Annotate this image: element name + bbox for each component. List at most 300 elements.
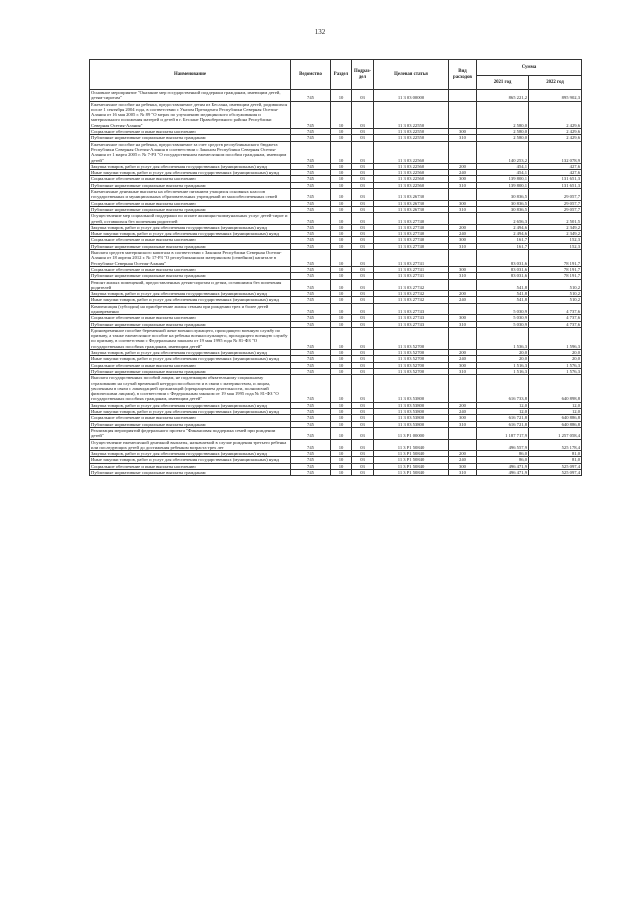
cell-2022: 4 737,6 — [529, 303, 582, 315]
cell-name: Компенсация (субсидия) на приобретение жилья семьям при рождении трех и более детей одновременно — [90, 303, 291, 315]
cell-section: 10 — [331, 427, 352, 439]
cell-section: 10 — [331, 250, 352, 267]
cell-subsection: 03 — [352, 250, 374, 267]
header-sum: Сумма — [477, 60, 582, 76]
cell-target: 11 3 03 26730 — [374, 200, 449, 206]
cell-section: 10 — [331, 200, 352, 206]
cell-2022: 20,0 — [529, 356, 582, 362]
cell-subsection: 03 — [352, 141, 374, 163]
cell-target: 11 3 03 53800 — [374, 375, 449, 402]
cell-name: Ежемесячные денежные выплаты на обеспечение питанием учащихся основных классов государственных и муниципальных образовательных учреждений из малообеспеченных семей — [90, 189, 291, 201]
cell-2022: 132 078,9 — [529, 141, 582, 163]
cell-2021: 496 471,9 — [477, 470, 529, 476]
cell-2022: 1 576,3 — [529, 368, 582, 374]
cell-expense: 310 — [449, 273, 477, 279]
cell-name: Публичные нормативные социальные выплаты гражданам — [90, 470, 291, 476]
cell-2021: 2 580,0 — [477, 135, 529, 141]
cell-name: Ежемесячное пособие на ребенка, предоставляемое за счет средств республиканского бюджета Республики Северная Осетия-Алания в соответствии с Законом Республики Северная Осетия-Алания от 1 марта 2005 г. № 7-РЗ "О государственном ежемесячном пособии гражданам, имеющим детей" — [90, 141, 291, 163]
cell-dept: 745 — [291, 129, 331, 135]
cell-target: 11 3 03 27742 — [374, 279, 449, 291]
cell-2021: 5 030,9 — [477, 303, 529, 315]
cell-target: 11 3 03 27743 — [374, 315, 449, 321]
cell-section: 10 — [331, 129, 352, 135]
cell-name: Единовременное пособие беременной жене военнослужащего, проходящего военную службу по призыву, а также ежемесячное пособие на ребенка военнослужащего, проходящего военную службу по призыву, в соответствии с Федеральным законом от 19 мая 1995 года № 81-ФЗ "О государственных пособиях гражданам, имеющим детей" — [90, 327, 291, 349]
cell-2022: 525 178,4 — [529, 439, 582, 451]
cell-dept: 745 — [291, 237, 331, 243]
cell-subsection: 03 — [352, 421, 374, 427]
cell-expense: 300 — [449, 129, 477, 135]
cell-2021: 20,0 — [477, 350, 529, 356]
cell-expense — [449, 141, 477, 163]
cell-target: 11 3 03 00000 — [374, 90, 449, 102]
cell-subsection: 03 — [352, 470, 374, 476]
cell-subsection: 03 — [352, 427, 374, 439]
header-name: Наименование — [90, 60, 291, 90]
cell-dept: 745 — [291, 141, 331, 163]
cell-subsection: 03 — [352, 200, 374, 206]
table-row — [90, 303, 582, 315]
cell-name: Ежемесячное пособие на ребенка, предоставляемое детям из Беслана, имеющим детей, родившихся после 1 сентября 2004 года, в соответствии с Указом Президента Республики Северная Осетия-Алания от 16 мая 2005 г. № 89 "О мерах по улучшению медицинского обслуживания и материального положения матерей и детей в г. Беслане Правобережного района Республики Северная Осетия-Алания" — [90, 101, 291, 128]
cell-dept: 745 — [291, 163, 331, 169]
cell-2021: 12,0 — [477, 402, 529, 408]
cell-section: 10 — [331, 303, 352, 315]
cell-2022: 78 191,7 — [529, 266, 582, 272]
page-number: 132 — [314, 28, 326, 36]
cell-expense — [449, 90, 477, 102]
cell-expense — [449, 303, 477, 315]
cell-section: 10 — [331, 291, 352, 297]
cell-name: Социальное обеспечение и иные выплаты населению — [90, 415, 291, 421]
cell-dept: 745 — [291, 402, 331, 408]
cell-expense: 240 — [449, 170, 477, 176]
cell-dept: 745 — [291, 176, 331, 182]
cell-name: Закупка товаров, работ и услуг для обеспечения государственных (муниципальных) нужд — [90, 451, 291, 457]
cell-2021: 83 031,6 — [477, 250, 529, 267]
cell-target: 11 3 P1 50840 — [374, 470, 449, 476]
cell-section: 10 — [331, 224, 352, 230]
cell-subsection: 03 — [352, 129, 374, 135]
cell-name: Социальное обеспечение и иные выплаты населению — [90, 129, 291, 135]
cell-2022: 510,2 — [529, 291, 582, 297]
cell-expense: 310 — [449, 368, 477, 374]
cell-section: 10 — [331, 279, 352, 291]
cell-target: 11 3 P1 00000 — [374, 427, 449, 439]
cell-name: Закупка товаров, работ и услуг для обеспечения государственных (муниципальных) нужд — [90, 224, 291, 230]
cell-target: 11 3 03 27743 — [374, 303, 449, 315]
cell-2022: 1 576,3 — [529, 362, 582, 368]
table-row — [90, 101, 582, 128]
cell-dept: 745 — [291, 368, 331, 374]
cell-target: 11 3 03 22560 — [374, 176, 449, 182]
cell-subsection: 03 — [352, 90, 374, 102]
cell-dept: 745 — [291, 250, 331, 267]
cell-2022: 525 097,4 — [529, 470, 582, 476]
cell-section: 10 — [331, 163, 352, 169]
cell-2022: 2 349,2 — [529, 224, 582, 230]
cell-2021: 454,1 — [477, 170, 529, 176]
cell-section: 10 — [331, 368, 352, 374]
cell-dept: 745 — [291, 315, 331, 321]
cell-section: 10 — [331, 375, 352, 402]
cell-section: 10 — [331, 356, 352, 362]
cell-2022: 427,6 — [529, 170, 582, 176]
cell-2022: 2 429,6 — [529, 101, 582, 128]
cell-2022: 1 596,3 — [529, 327, 582, 349]
cell-dept: 745 — [291, 356, 331, 362]
cell-2022: 2 429,6 — [529, 135, 582, 141]
header-year-2021: 2021 год — [477, 76, 529, 90]
cell-subsection: 03 — [352, 189, 374, 201]
cell-expense: 240 — [449, 356, 477, 362]
cell-section: 10 — [331, 243, 352, 249]
cell-subsection: 03 — [352, 362, 374, 368]
cell-2022: 29 057,7 — [529, 206, 582, 212]
cell-subsection: 03 — [352, 297, 374, 303]
cell-target: 11 3 03 53800 — [374, 415, 449, 421]
cell-2022: 29 057,7 — [529, 200, 582, 206]
cell-dept: 745 — [291, 182, 331, 188]
cell-section: 10 — [331, 135, 352, 141]
cell-subsection: 03 — [352, 101, 374, 128]
cell-target: 11 3 03 53800 — [374, 409, 449, 415]
cell-subsection: 03 — [352, 463, 374, 469]
cell-dept: 745 — [291, 101, 331, 128]
cell-target: 11 3 P1 50840 — [374, 463, 449, 469]
cell-section: 10 — [331, 457, 352, 463]
cell-name: Основное мероприятие "Оказание мер государственной поддержки гражданам, имеющим детей, детям-сиротам" — [90, 90, 291, 102]
cell-2022: 78 191,7 — [529, 273, 582, 279]
cell-2022: 510,2 — [529, 297, 582, 303]
cell-2022: 81,0 — [529, 451, 582, 457]
cell-section: 10 — [331, 439, 352, 451]
table-row — [90, 327, 582, 349]
cell-name: Публичные нормативные социальные выплаты гражданам — [90, 273, 291, 279]
cell-subsection: 03 — [352, 375, 374, 402]
cell-target: 11 3 03 52700 — [374, 368, 449, 374]
cell-expense: 200 — [449, 291, 477, 297]
cell-expense: 240 — [449, 409, 477, 415]
cell-dept: 745 — [291, 243, 331, 249]
cell-2022: 152,3 — [529, 237, 582, 243]
cell-section: 10 — [331, 415, 352, 421]
cell-name: Осуществление ежемесячной денежной выплаты, назначаемой в случае рождения третьего ребенка или последующих детей до достижения ребенком возраста трех лет — [90, 439, 291, 451]
cell-dept: 745 — [291, 439, 331, 451]
cell-2021: 161,7 — [477, 243, 529, 249]
cell-expense: 310 — [449, 243, 477, 249]
table-row — [90, 427, 582, 439]
cell-2022: 640 898,8 — [529, 375, 582, 402]
cell-dept: 745 — [291, 451, 331, 457]
cell-section: 10 — [331, 176, 352, 182]
cell-2022: 640 886,8 — [529, 415, 582, 421]
cell-subsection: 03 — [352, 439, 374, 451]
cell-target: 11 3 03 22560 — [374, 141, 449, 163]
cell-subsection: 03 — [352, 451, 374, 457]
table-row — [90, 375, 582, 402]
cell-2021: 616 721,8 — [477, 415, 529, 421]
table-row — [90, 90, 582, 102]
header-dept: Ведомство — [291, 60, 331, 90]
table-row — [90, 279, 582, 291]
cell-2021: 30 836,5 — [477, 206, 529, 212]
cell-2021: 5 030,9 — [477, 315, 529, 321]
cell-section: 10 — [331, 141, 352, 163]
cell-expense — [449, 213, 477, 225]
cell-expense: 300 — [449, 237, 477, 243]
cell-2021: 5 030,9 — [477, 321, 529, 327]
cell-2022: 525 097,4 — [529, 463, 582, 469]
cell-subsection: 03 — [352, 206, 374, 212]
cell-dept: 745 — [291, 273, 331, 279]
cell-dept: 745 — [291, 170, 331, 176]
cell-subsection: 03 — [352, 303, 374, 315]
cell-name: Публичные нормативные социальные выплаты гражданам — [90, 321, 291, 327]
cell-section: 10 — [331, 327, 352, 349]
cell-2021: 139 800,1 — [477, 176, 529, 182]
cell-dept: 745 — [291, 470, 331, 476]
cell-target: 11 3 03 22560 — [374, 182, 449, 188]
cell-section: 10 — [331, 402, 352, 408]
cell-2022: 12,0 — [529, 409, 582, 415]
cell-name: Иные закупки товаров, работ и услуг для обеспечения государственных (муниципальных) нужд — [90, 409, 291, 415]
cell-name: Закупка товаров, работ и услуг для обеспечения государственных (муниципальных) нужд — [90, 350, 291, 356]
cell-2021: 541,8 — [477, 291, 529, 297]
cell-subsection: 03 — [352, 409, 374, 415]
cell-subsection: 03 — [352, 350, 374, 356]
cell-2021: 83 031,6 — [477, 266, 529, 272]
cell-dept: 745 — [291, 266, 331, 272]
header-year-2022: 2022 год — [529, 76, 582, 90]
cell-target: 11 3 03 22560 — [374, 163, 449, 169]
cell-2021: 20,0 — [477, 356, 529, 362]
cell-subsection: 03 — [352, 356, 374, 362]
cell-2021: 1 187 717,9 — [477, 427, 529, 439]
cell-target: 11 3 03 27740 — [374, 243, 449, 249]
cell-target: 11 3 03 52700 — [374, 356, 449, 362]
cell-2022: 20,0 — [529, 350, 582, 356]
cell-2021: 30 836,5 — [477, 200, 529, 206]
cell-dept: 745 — [291, 206, 331, 212]
cell-target: 11 3 03 27741 — [374, 273, 449, 279]
cell-expense: 310 — [449, 182, 477, 188]
cell-name: Закупка товаров, работ и услуг для обеспечения государственных (муниципальных) нужд — [90, 402, 291, 408]
cell-2022: 895 902,3 — [529, 90, 582, 102]
cell-name: Иные закупки товаров, работ и услуг для обеспечения государственных (муниципальных) нужд — [90, 170, 291, 176]
cell-section: 10 — [331, 266, 352, 272]
cell-section: 10 — [331, 231, 352, 237]
cell-dept: 745 — [291, 327, 331, 349]
cell-dept: 745 — [291, 457, 331, 463]
cell-subsection: 03 — [352, 291, 374, 297]
budget-table — [89, 59, 582, 476]
cell-name: Выплата государственных пособий лицам, не подлежащим обязательному социальному страхованию на случай временной нетрудоспособности и в связи с материнством, и лицам, уволенным в связи с ликвидацией организаций (прекращением деятельности, полномочий физическими лицами), в соответствии с Федеральным законом от 19 мая 1995 года № 81-ФЗ "О государственных пособиях гражданам, имеющим детей" — [90, 375, 291, 402]
cell-2021: 30 836,5 — [477, 189, 529, 201]
cell-expense: 200 — [449, 350, 477, 356]
cell-2022: 29 057,7 — [529, 189, 582, 201]
cell-target: 11 3 03 27743 — [374, 321, 449, 327]
cell-2021: 616 721,8 — [477, 421, 529, 427]
cell-dept: 745 — [291, 463, 331, 469]
cell-name: Социальное обеспечение и иные выплаты населению — [90, 463, 291, 469]
header-target: Целевая статья — [374, 60, 449, 90]
cell-2022: 2 429,6 — [529, 129, 582, 135]
table-body — [90, 90, 582, 476]
cell-target: 11 3 03 22550 — [374, 101, 449, 128]
cell-2022: 427,6 — [529, 163, 582, 169]
table-row — [90, 189, 582, 201]
table-row — [90, 141, 582, 163]
cell-dept: 745 — [291, 303, 331, 315]
cell-name: Публичные нормативные социальные выплаты гражданам — [90, 182, 291, 188]
cell-target: 11 3 03 27742 — [374, 297, 449, 303]
cell-dept: 745 — [291, 427, 331, 439]
cell-expense: 310 — [449, 135, 477, 141]
cell-dept: 745 — [291, 224, 331, 230]
cell-expense: 300 — [449, 415, 477, 421]
cell-2021: 454,1 — [477, 163, 529, 169]
cell-2021: 2 580,0 — [477, 101, 529, 128]
cell-2021: 496 557,9 — [477, 439, 529, 451]
cell-name: Иные закупки товаров, работ и услуг для обеспечения государственных (муниципальных) нужд — [90, 231, 291, 237]
cell-section: 10 — [331, 237, 352, 243]
cell-expense: 310 — [449, 421, 477, 427]
cell-2022: 4 737,6 — [529, 321, 582, 327]
cell-2022: 640 886,8 — [529, 421, 582, 427]
cell-expense — [449, 101, 477, 128]
cell-name: Социальное обеспечение и иные выплаты населению — [90, 315, 291, 321]
cell-section: 10 — [331, 350, 352, 356]
cell-2022: 81,0 — [529, 457, 582, 463]
cell-subsection: 03 — [352, 163, 374, 169]
cell-target: 11 3 03 27741 — [374, 250, 449, 267]
cell-section: 10 — [331, 421, 352, 427]
cell-expense: 240 — [449, 231, 477, 237]
cell-name: Публичные нормативные социальные выплаты гражданам — [90, 421, 291, 427]
table-row — [90, 213, 582, 225]
cell-subsection: 03 — [352, 182, 374, 188]
cell-2022: 131 651,3 — [529, 182, 582, 188]
cell-2021: 541,8 — [477, 279, 529, 291]
cell-dept: 745 — [291, 421, 331, 427]
cell-2021: 1 536,3 — [477, 327, 529, 349]
cell-target: 11 3 03 26730 — [374, 206, 449, 212]
cell-2022: 78 191,7 — [529, 250, 582, 267]
cell-name: Публичные нормативные социальные выплаты гражданам — [90, 368, 291, 374]
cell-2021: 2 494,6 — [477, 224, 529, 230]
cell-2021: 161,7 — [477, 237, 529, 243]
cell-name: Социальное обеспечение и иные выплаты населению — [90, 200, 291, 206]
cell-name: Социальное обеспечение и иные выплаты населению — [90, 266, 291, 272]
cell-subsection: 03 — [352, 170, 374, 176]
cell-expense: 240 — [449, 457, 477, 463]
cell-dept: 745 — [291, 415, 331, 421]
cell-expense: 310 — [449, 470, 477, 476]
cell-name: Публичные нормативные социальные выплаты гражданам — [90, 206, 291, 212]
cell-subsection: 03 — [352, 135, 374, 141]
cell-expense: 300 — [449, 266, 477, 272]
cell-subsection: 03 — [352, 415, 374, 421]
cell-expense — [449, 279, 477, 291]
cell-target: 11 3 P1 50840 — [374, 439, 449, 451]
cell-subsection: 03 — [352, 237, 374, 243]
table-row — [90, 470, 582, 476]
cell-target: 11 3 03 27740 — [374, 231, 449, 237]
cell-2021: 83 031,6 — [477, 273, 529, 279]
cell-dept: 745 — [291, 279, 331, 291]
cell-dept: 745 — [291, 297, 331, 303]
cell-dept: 745 — [291, 213, 331, 225]
cell-section: 10 — [331, 321, 352, 327]
cell-expense: 200 — [449, 224, 477, 230]
cell-expense — [449, 250, 477, 267]
header-section: Раздел — [331, 60, 352, 90]
cell-expense — [449, 375, 477, 402]
cell-section: 10 — [331, 170, 352, 176]
cell-target: 11 3 03 27741 — [374, 266, 449, 272]
cell-expense: 240 — [449, 297, 477, 303]
cell-section: 10 — [331, 362, 352, 368]
cell-name: Социальное обеспечение и иные выплаты населению — [90, 176, 291, 182]
cell-target: 11 3 03 52700 — [374, 350, 449, 356]
cell-dept: 745 — [291, 350, 331, 356]
cell-subsection: 03 — [352, 213, 374, 225]
cell-target: 11 3 03 27742 — [374, 291, 449, 297]
cell-2021: 1 516,3 — [477, 362, 529, 368]
cell-dept: 745 — [291, 291, 331, 297]
cell-section: 10 — [331, 297, 352, 303]
cell-section: 10 — [331, 315, 352, 321]
cell-name: Иные закупки товаров, работ и услуг для обеспечения государственных (муниципальных) нужд — [90, 457, 291, 463]
cell-section: 10 — [331, 463, 352, 469]
cell-2021: 541,8 — [477, 297, 529, 303]
cell-subsection: 03 — [352, 266, 374, 272]
cell-target: 11 3 03 26730 — [374, 189, 449, 201]
cell-dept: 745 — [291, 135, 331, 141]
cell-subsection: 03 — [352, 327, 374, 349]
cell-subsection: 03 — [352, 231, 374, 237]
cell-name: Иные закупки товаров, работ и услуг для обеспечения государственных (муниципальных) нужд — [90, 356, 291, 362]
cell-2021: 2 494,6 — [477, 231, 529, 237]
cell-expense: 300 — [449, 176, 477, 182]
cell-subsection: 03 — [352, 224, 374, 230]
cell-2021: 865 221,2 — [477, 90, 529, 102]
cell-2021: 86,0 — [477, 451, 529, 457]
cell-target: 11 3 03 27740 — [374, 224, 449, 230]
cell-dept: 745 — [291, 189, 331, 201]
cell-section: 10 — [331, 451, 352, 457]
cell-name: Публичные нормативные социальные выплаты гражданам — [90, 135, 291, 141]
cell-name: Закупка товаров, работ и услуг для обеспечения государственных (муниципальных) нужд — [90, 291, 291, 297]
cell-expense: 200 — [449, 402, 477, 408]
cell-2021: 1 516,3 — [477, 368, 529, 374]
cell-dept: 745 — [291, 90, 331, 102]
cell-target: 11 3 03 53800 — [374, 421, 449, 427]
table-row — [90, 439, 582, 451]
cell-section: 10 — [331, 101, 352, 128]
cell-expense: 310 — [449, 206, 477, 212]
cell-2021: 139 800,1 — [477, 182, 529, 188]
cell-2022: 1 257 058,4 — [529, 427, 582, 439]
cell-expense: 300 — [449, 362, 477, 368]
cell-expense — [449, 439, 477, 451]
cell-target: 11 3 P1 50840 — [374, 457, 449, 463]
cell-2022: 152,3 — [529, 243, 582, 249]
cell-dept: 745 — [291, 375, 331, 402]
cell-target: 11 3 03 22550 — [374, 135, 449, 141]
cell-target: 11 3 03 22560 — [374, 170, 449, 176]
cell-2022: 2 501,5 — [529, 213, 582, 225]
cell-2021: 140 253,2 — [477, 141, 529, 163]
